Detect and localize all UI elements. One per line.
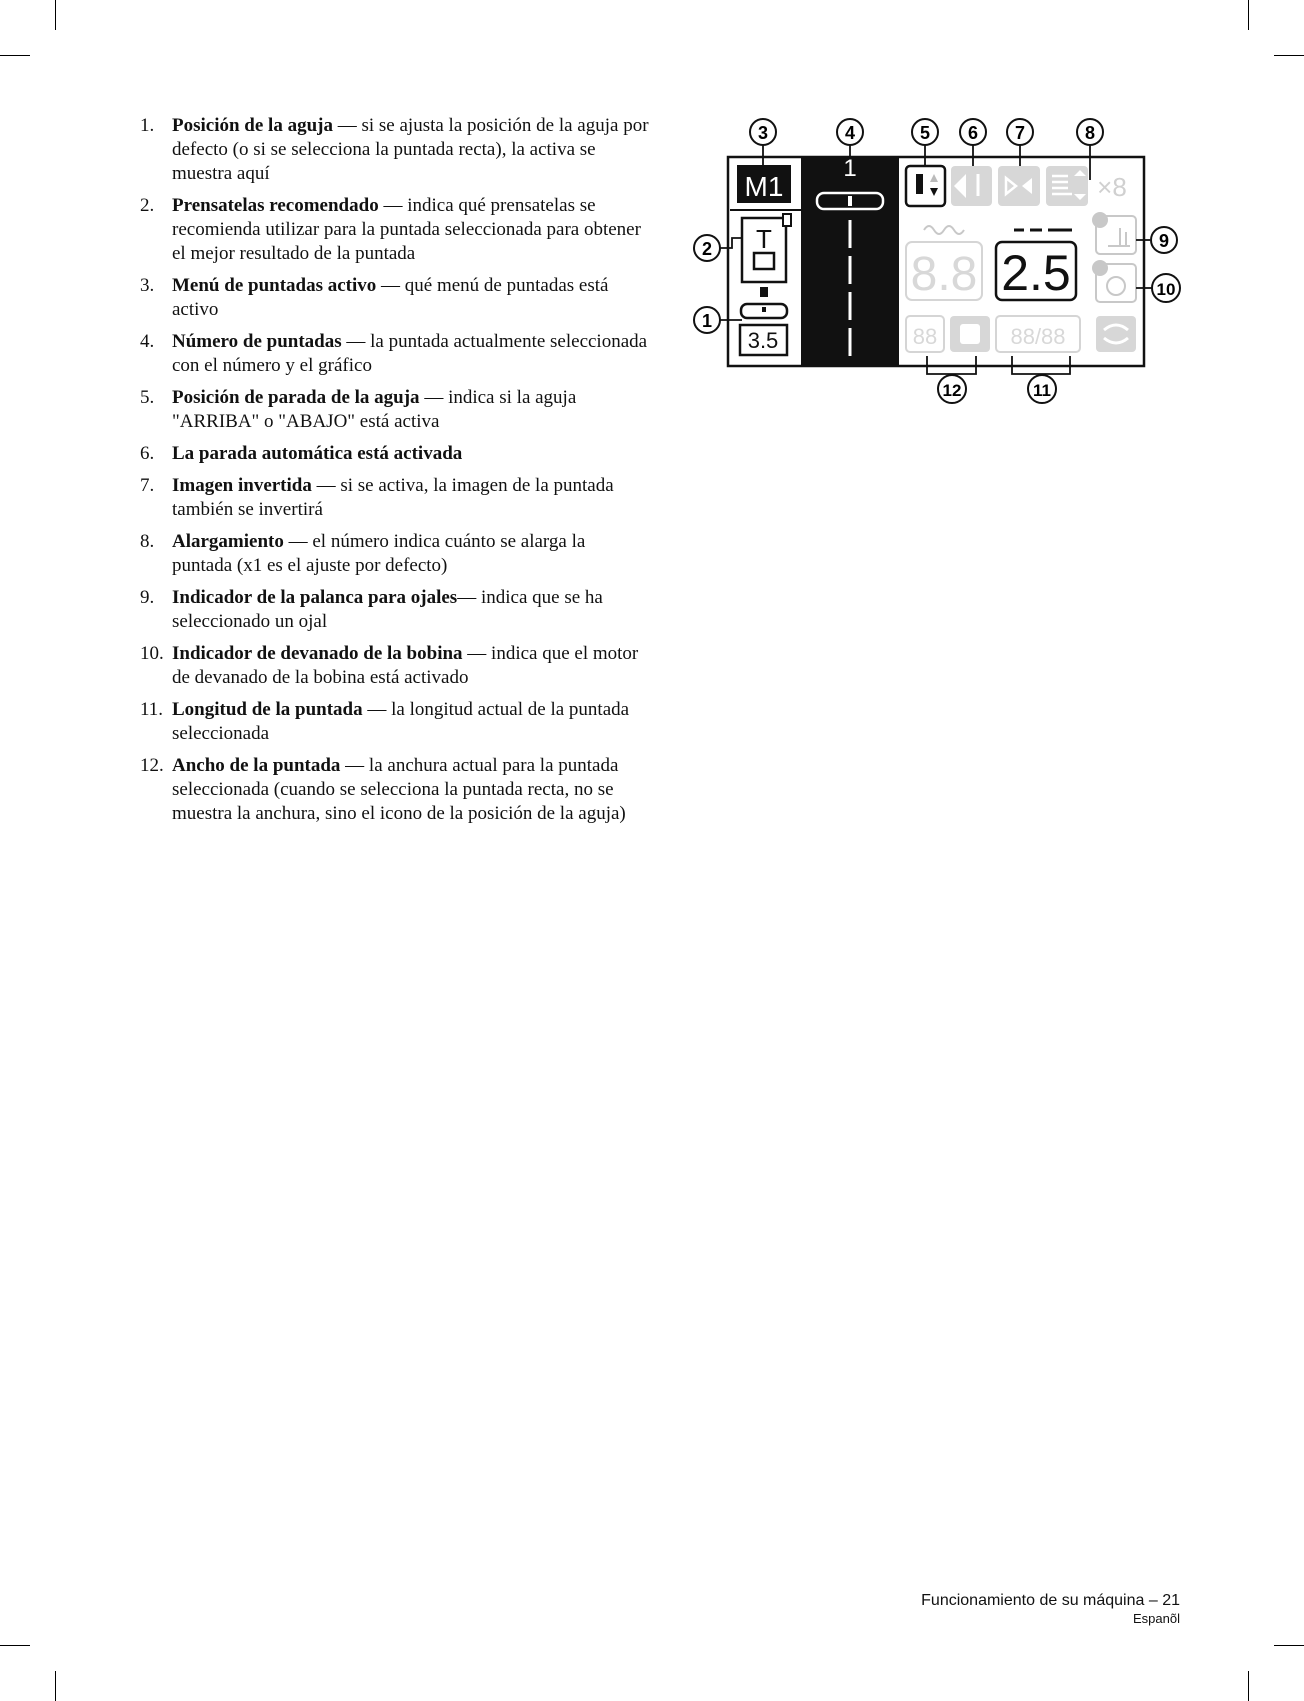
item-title: Indicador de la palanca para ojales [172,587,458,608]
crop-mark [1248,0,1249,30]
item-text: — indica que se ha seleccionado un ojal [172,587,603,632]
item-text: — si se ajusta la posición de la aguja por defecto (o si se selecciona la puntada recta), la activa se muestra aquí [172,115,649,184]
item-number: 1. [140,115,155,136]
stitch-number: 1 [843,155,857,182]
callout-12 [938,375,966,403]
item-number: 10. [140,643,164,664]
svg-text:6: 6 [967,123,979,143]
elongation-value: ×8 [1097,172,1127,202]
item-text: — la longitud actual de la puntada seleccionada [172,699,630,744]
item-number: 8. [140,531,155,552]
item-title: Imagen invertida [172,475,312,496]
list-item [140,274,650,322]
list-item [140,442,650,466]
list-item [140,586,650,634]
item-text: — qué menú de puntadas está activo [172,275,609,320]
svg-text:3: 3 [757,123,769,143]
list-item [140,194,650,266]
page-footer [921,1591,1180,1627]
crop-mark [0,1645,30,1646]
item-title: Alargamiento [172,531,284,552]
item-title: Menú de puntadas activo [172,275,377,296]
item-number: 6. [140,443,155,464]
repeat-icon [1096,316,1136,352]
svg-text:2: 2 [701,239,713,259]
callout-3 [750,119,776,145]
item-number: 5. [140,387,155,408]
crop-mark [1274,55,1304,56]
crop-mark [55,1671,56,1701]
item-text: — la puntada actualmente seleccionada con el número y el gráfico [172,331,648,376]
item-number: 9. [140,587,155,608]
item-title: Posición de la aguja [172,115,333,136]
crop-mark [1274,1645,1304,1646]
svg-text:1: 1 [701,311,713,331]
callout-9 [1151,227,1177,253]
item-text: — indica qué prensatelas se recomienda utilizar para la puntada seleccionada para obtener el mejor resultado de la puntada [172,195,641,264]
list-item [140,330,650,378]
footer-language: Espanõl [1133,1611,1180,1626]
callout-6 [960,119,986,145]
alert-icon [1092,212,1108,228]
item-text: — indica si la aguja "ARRIBA" o "ABAJO" está activa [172,387,577,432]
fraction-placeholder: 88/88 [1010,324,1066,349]
item-title: Longitud de la puntada [172,699,363,720]
item-title: La parada automática está activada [172,443,463,464]
list-item [140,386,650,434]
svg-text:8: 8 [1084,123,1096,143]
item-number: 4. [140,331,155,352]
item-text: — el número indica cuánto se alarga la puntada (x1 es el ajuste por defecto) [172,531,586,576]
bobbin-alert-icon [1092,260,1108,276]
item-number: 3. [140,275,155,296]
needle-glyph [916,174,923,194]
list-item [140,114,650,186]
item-text: — la anchura actual para la puntada seleccionada (cuando se selecciona la puntada recta, no se muestra la anchura, sino el icono de la posición de la aguja) [172,755,626,824]
item-title: Ancho de la puntada [172,755,341,776]
needle-width-value: 3.5 [747,328,779,353]
callout-11 [1028,375,1056,403]
svg-text:T: T [756,224,772,254]
needle-stop-icon [906,166,945,206]
svg-text:7: 7 [1014,123,1026,143]
callout-7 [1007,119,1033,145]
svg-text:5: 5 [919,123,931,143]
callout-5 [912,119,938,145]
svg-text:12: 12 [942,381,962,400]
list-item [140,698,650,746]
list-item [140,642,650,690]
item-title: Posición de parada de la aguja [172,387,420,408]
item-title: Número de puntadas [172,331,342,352]
needle-position-mark [848,196,852,206]
svg-text:4: 4 [844,123,856,143]
callout-4 [837,119,863,145]
item-number: 7. [140,475,155,496]
crop-mark [55,0,56,30]
callout-2 [694,235,720,261]
callout-10 [1152,274,1180,302]
stitch-length-value: 2.5 [1001,245,1071,301]
width-placeholder: 8.8 [910,248,978,301]
svg-text:11: 11 [1033,381,1051,400]
item-number: 12. [140,755,164,776]
small-digits-placeholder: 88 [912,324,938,349]
item-title: Prensatelas recomendado [172,195,379,216]
menu-label: M1 [744,171,784,202]
list-item [140,530,650,578]
list-item [140,754,650,826]
mirror-image-icon [998,166,1040,206]
lock-body-icon [960,324,980,344]
svg-text:10: 10 [1156,280,1176,299]
needle-dot [762,307,766,312]
display-figure [680,110,1200,410]
list-item [140,474,650,522]
item-text: — si se activa, la imagen de la puntada también se invertirá [172,475,614,520]
callout-8 [1077,119,1103,145]
crop-mark [0,55,30,56]
lcd-diagram [680,110,1200,410]
item-number: 11. [140,699,164,720]
item-text: — indica que el motor de devanado de la bobina está activado [172,643,639,688]
callout-1 [694,307,720,333]
item-number: 2. [140,195,155,216]
legend-list [140,114,650,834]
crop-mark [1248,1671,1249,1701]
item-title: Indicador de devanado de la bobina [172,643,463,664]
svg-text:9: 9 [1158,231,1170,251]
footer-chapter: Funcionamiento de su máquina – 21 [921,1592,1180,1609]
